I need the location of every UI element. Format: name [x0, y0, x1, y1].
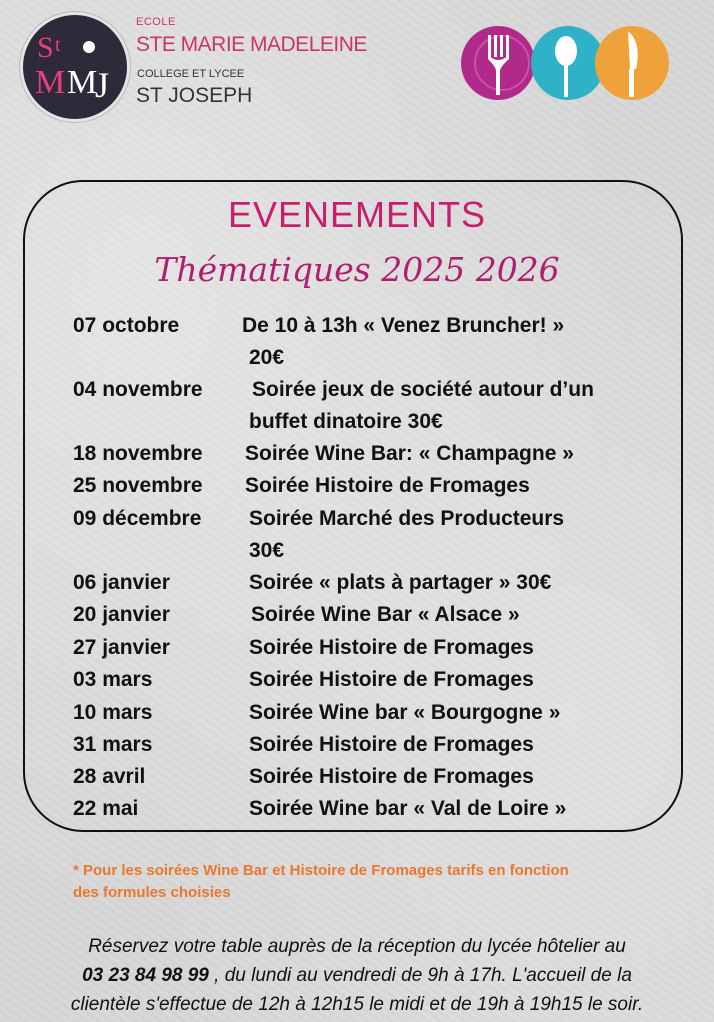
pricing-note-line: * Pour les soirées Wine Bar et Histoire de Fromages tarifs en fonction [73, 862, 569, 879]
event-date: 03 mars [73, 668, 153, 691]
reservation-info [0, 932, 714, 1019]
reservation-hours: , du lundi au vendredi de 9h à 17h. L'accueil de la [208, 965, 632, 986]
event-description: Soirée Histoire de Fromages [249, 636, 534, 659]
pricing-note [73, 860, 673, 904]
event-description-continued: buffet dinatoire 30€ [249, 410, 443, 433]
event-date: 27 janvier [73, 636, 170, 659]
event-description-continued: 20€ [249, 346, 285, 369]
event-date: 31 mars [73, 733, 153, 756]
event-description: Soirée Marché des Producteurs [249, 507, 565, 530]
svg-text:J: J [95, 65, 110, 105]
event-date: 09 décembre [73, 507, 202, 530]
reservation-line: clientèle s'effectue de 12h à 12h15 le midi et de 19h à 19h15 le soir. [70, 994, 644, 1015]
spoon-icon [531, 26, 605, 100]
event-description: De 10 à 13h « Venez Bruncher! » [242, 314, 565, 337]
reservation-line: Réservez votre table auprès de la réception du lycée hôtelier au [88, 936, 626, 957]
events-title: EVENEMENTS [227, 194, 487, 235]
phone-number[interactable]: 03 23 84 98 99 [82, 965, 209, 986]
knife-icon [595, 26, 669, 100]
school-ecole-label: ECOLE [136, 16, 176, 28]
event-description: Soirée Wine Bar « Alsace » [251, 603, 520, 626]
monogram-icon [23, 15, 127, 119]
fork-icon [461, 26, 535, 100]
event-date: 28 avril [73, 765, 146, 788]
event-date: 07 octobre [73, 314, 180, 337]
event-description: Soirée Wine Bar: « Champagne » [245, 442, 574, 465]
event-description: Soirée Histoire de Fromages [245, 474, 530, 497]
event-description-continued: 30€ [249, 539, 285, 562]
school-joseph: ST JOSEPH [136, 84, 253, 107]
event-date: 10 mars [73, 701, 153, 724]
event-description: Soirée Histoire de Fromages [249, 668, 534, 691]
event-date: 20 janvier [73, 603, 170, 626]
events-subtitle: Thématiques 2025 2026 [154, 250, 560, 289]
event-description: Soirée Wine bar « Bourgogne » [249, 701, 561, 724]
utensils-logo [458, 25, 670, 101]
event-date: 22 mai [73, 797, 139, 820]
svg-text:M: M [67, 64, 98, 101]
event-date: 25 novembre [73, 474, 203, 497]
event-description: Soirée Histoire de Fromages [249, 733, 534, 756]
event-description: Soirée Histoire de Fromages [249, 765, 534, 788]
pricing-note-line: des formules choisies [73, 884, 231, 901]
svg-text:t: t [55, 34, 61, 56]
reservation-line [0, 961, 714, 990]
school-logo [20, 12, 130, 122]
event-description: Soirée « plats à partager » 30€ [249, 571, 552, 594]
event-date: 06 janvier [73, 571, 170, 594]
school-name: STE MARIE MADELEINE [136, 33, 367, 56]
event-description: Soirée jeux de société autour d’un [252, 378, 594, 401]
school-college-label: COLLEGE ET LYCEE [137, 68, 245, 80]
event-date: 18 novembre [73, 442, 203, 465]
event-date: 04 novembre [73, 378, 203, 401]
svg-text:S: S [37, 31, 54, 64]
event-description: Soirée Wine bar « Val de Loire » [249, 797, 567, 820]
svg-text:M: M [35, 64, 66, 101]
